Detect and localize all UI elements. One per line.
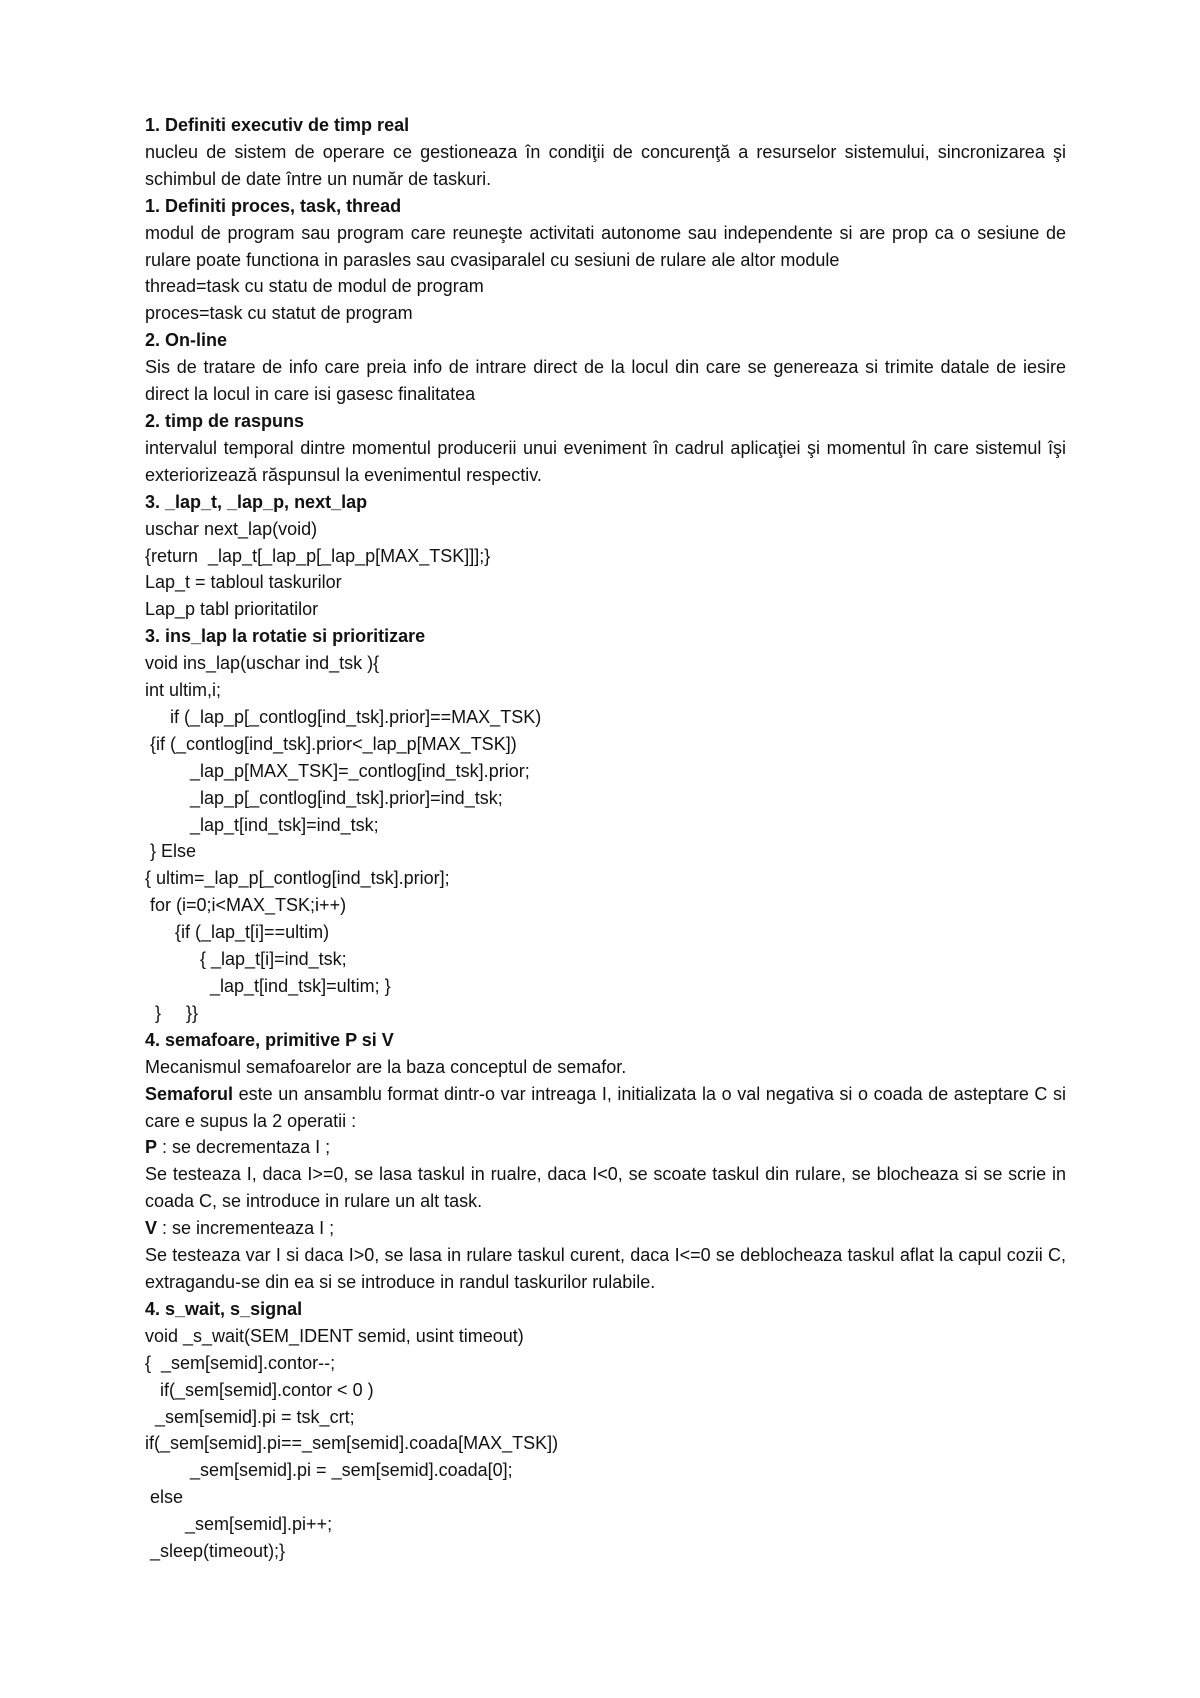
code-line: _sleep(timeout);}: [145, 1541, 286, 1562]
section-paragraph: Sis de tratare de info care preia info de intrare direct de la locul din care se genereaza si trimite datale de iesire direct la locul in care isi gasesc finalitatea: [145, 357, 1066, 405]
p-text: : se decrementaza I ;: [157, 1137, 331, 1158]
v-operation: [145, 1215, 1066, 1242]
code-line: if (_lap_p[_contlog[ind_tsk].prior]==MAX_TSK): [145, 706, 542, 727]
v-term: V: [145, 1218, 158, 1239]
p-operation: [145, 1134, 1066, 1161]
section-heading: 2. On-line: [145, 330, 228, 351]
section-heading: 2. timp de raspuns: [145, 410, 305, 431]
section-heading: 3. _lap_t, _lap_p, next_lap: [145, 491, 368, 512]
text-line: Lap_p tabl prioritatilor: [145, 599, 319, 620]
section-paragraph: modul de program sau program care reuneşte activitati autonome sau independente si are prop ca o sesiune de rulare poate functiona in parasles sau cvasiparalel cu sesiuni de rulare ale altor module: [145, 222, 1066, 270]
code-line: { ultim=_lap_p[_contlog[ind_tsk].prior];: [145, 868, 450, 889]
code-line: _lap_p[_contlog[ind_tsk].prior]=ind_tsk;: [145, 787, 503, 808]
code-line: if(_sem[semid].pi==_sem[semid].coada[MAX_TSK]): [145, 1433, 559, 1454]
code-line: {return _lap_t[_lap_p[_lap_p[MAX_TSK]]];}: [145, 545, 491, 566]
section-paragraph: intervalul temporal dintre momentul producerii unui eveniment în cadrul aplicaţiei şi momentul în care sistemul îşi exteriorizează răspunsul la evenimentul respectiv.: [145, 437, 1066, 485]
text-line: thread=task cu statu de modul de program: [145, 276, 484, 297]
section-paragraph: Se testeaza I, daca I>=0, se lasa taskul in rualre, daca I<0, se scoate taskul din rulare, se blocheaza si se scrie in coada C, se introduce in rulare un alt task.: [145, 1164, 1066, 1212]
code-line: uschar next_lap(void): [145, 518, 318, 539]
code-line: _sem[semid].pi = _sem[semid].coada[0];: [145, 1460, 513, 1481]
section-heading: 1. Definiti proces, task, thread: [145, 195, 402, 216]
section-heading: 3. ins_lap la rotatie si prioritizare: [145, 626, 426, 647]
code-line: _lap_t[ind_tsk]=ultim; }: [145, 976, 391, 996]
code-line: { _lap_t[i]=ind_tsk;: [145, 949, 347, 970]
section-heading: 1. Definiti executiv de timp real: [145, 115, 410, 135]
code-line: else: [145, 1487, 184, 1508]
semafor-term: Semaforul: [145, 1083, 234, 1104]
semafor-text: este un ansamblu format dintr-o var intreaga I, initializata la o val negativa si o coada de asteptare C si care e supus la 2 operatii :: [145, 1083, 1066, 1131]
code-line: void _s_wait(SEM_IDENT semid, usint timeout): [145, 1325, 524, 1346]
code-line: if(_sem[semid].contor < 0 ): [145, 1379, 374, 1400]
text-line: Mecanismul semafoarelor are la baza conceptul de semafor.: [145, 1056, 627, 1077]
text-line: proces=task cu statut de program: [145, 303, 413, 324]
p-term: P: [145, 1137, 158, 1158]
section-heading: 4. s_wait, s_signal: [145, 1298, 303, 1319]
code-line: {if (_lap_t[i]==ultim): [145, 922, 330, 943]
code-line: for (i=0;i<MAX_TSK;i++): [145, 895, 347, 916]
code-line: _sem[semid].pi++;: [145, 1514, 333, 1535]
section-heading: 4. semafoare, primitive P si V: [145, 1029, 394, 1050]
code-line: int ultim,i;: [145, 680, 222, 701]
code-line: void ins_lap(uschar ind_tsk ){: [145, 653, 380, 674]
text-line: Lap_t = tabloul taskurilor: [145, 572, 342, 593]
semafor-definition: [145, 1081, 1066, 1135]
section-paragraph: nucleu de sistem de operare ce gestioneaza în condiţii de concurenţă a resurselor sistemului, sincronizarea şi schimbul de date între un număr de taskuri.: [145, 141, 1066, 189]
code-line: { _sem[semid].contor--;: [145, 1352, 336, 1373]
code-line: {if (_contlog[ind_tsk].prior<_lap_p[MAX_TSK]): [145, 733, 517, 754]
section-paragraph: Se testeaza var I si daca I>0, se lasa in rulare taskul curent, daca I<=0 se deblocheaza taskul aflat la capul cozii C, extragandu-se din ea si se introduce in randul taskurilor rulabile.: [145, 1245, 1066, 1292]
code-line: _lap_t[ind_tsk]=ind_tsk;: [145, 814, 379, 835]
code-line: _sem[semid].pi = tsk_crt;: [145, 1406, 355, 1427]
code-line: _lap_p[MAX_TSK]=_contlog[ind_tsk].prior;: [145, 760, 530, 781]
code-line: } }}: [145, 1002, 199, 1023]
v-text: : se incrementeaza I ;: [157, 1218, 335, 1239]
code-line: } Else: [145, 841, 197, 862]
